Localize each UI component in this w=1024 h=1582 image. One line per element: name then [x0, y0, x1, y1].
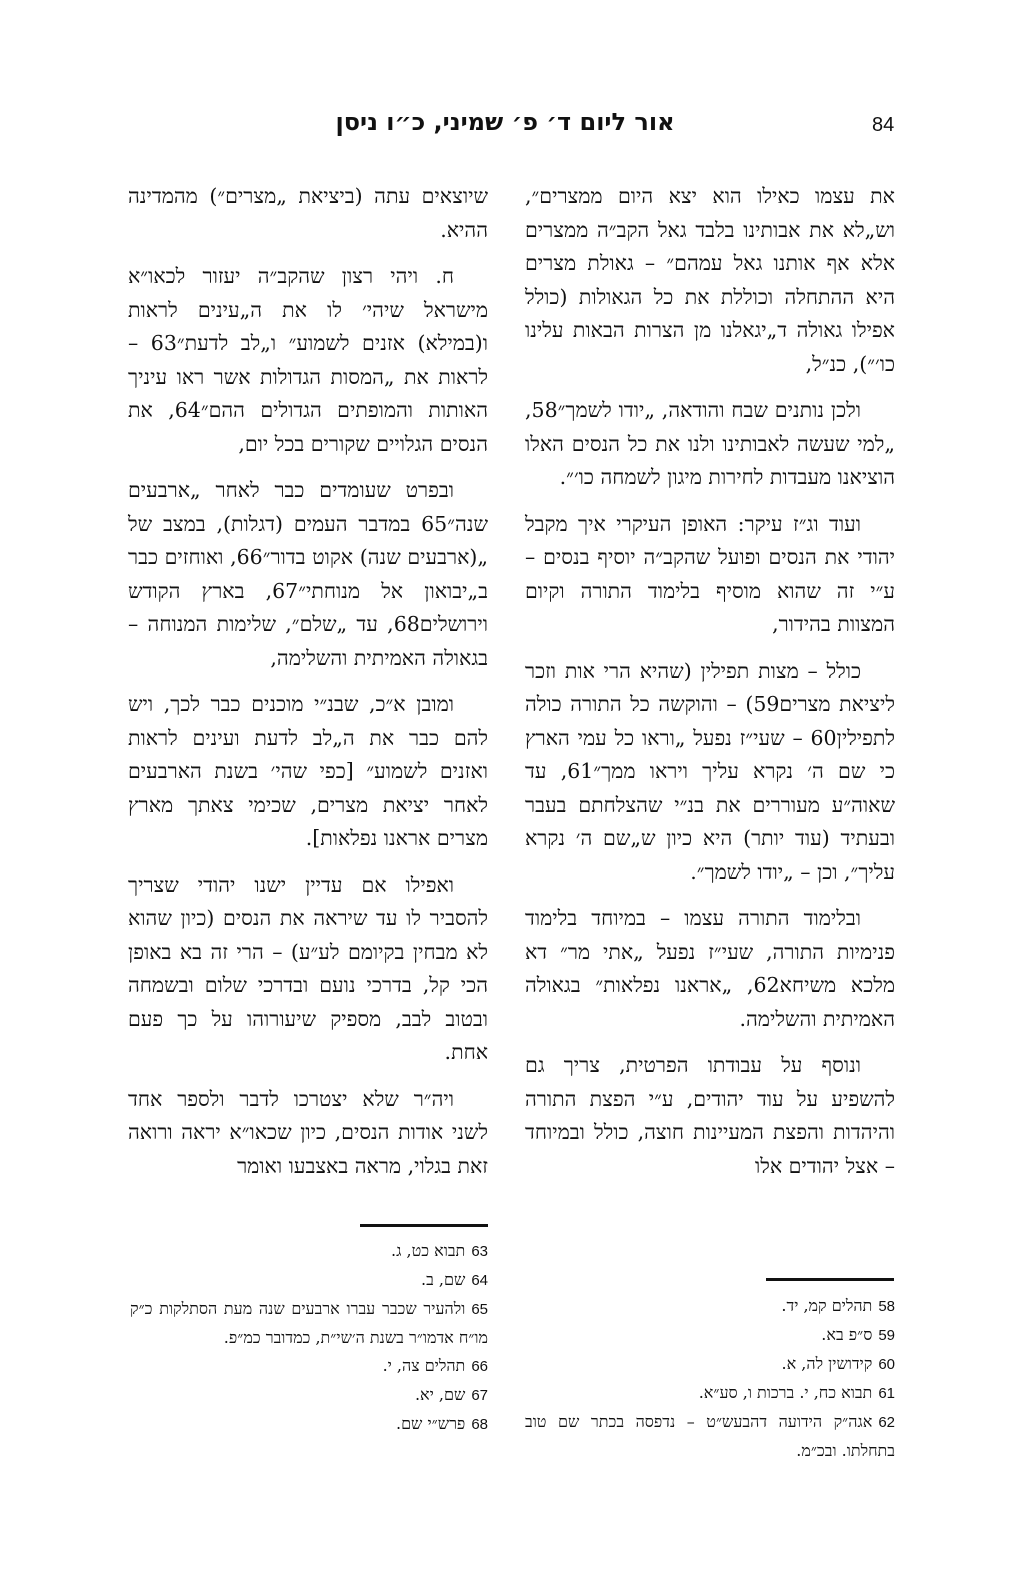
footnote-divider-right — [766, 1278, 894, 1281]
running-title: אור ליום ד׳ פ׳ שמיני, כ״ו ניסן — [335, 108, 675, 136]
footnote — [130, 1237, 488, 1266]
paragraph: ויה״ר שלא יצטרכו לדבר ולספר אחד לשני אודות הנסים, כיון שכאו״א יראה ורואה זאת בגלוי, מראה באצבעו ואומר — [128, 1086, 488, 1178]
text-column-left — [128, 180, 488, 1196]
footnote — [130, 1352, 488, 1381]
footnote-text: קידושין לה, א. — [781, 1354, 873, 1373]
footnote — [525, 1292, 895, 1321]
footnote-divider-left — [360, 1224, 488, 1227]
paragraph: את עצמו כאילו הוא יצא היום ממצרים״, וש„לא את אבותינו בלבד גאל הקב״ה ממצרים אלא אף אותנו גאל עמהם״ – גאולת מצרים היא ההתחלה וכוללת את כל הגאולות (כולל אפילו גאולה ד„יגאלנו מן הצרות הבאות עלינו כו׳״), כנ״ל, — [525, 184, 895, 376]
footnote-text: תבוא כח, י. ברכות ו, סע״א. — [698, 1383, 873, 1402]
footnote — [130, 1266, 488, 1295]
footnote — [525, 1408, 895, 1465]
footnote — [525, 1350, 895, 1379]
footnote-number: 68 — [471, 1416, 488, 1433]
footnote-number: 62 — [878, 1414, 895, 1431]
footnote-text: תבוא כט, ג. — [391, 1241, 466, 1260]
footnote-text: שם, ב. — [421, 1270, 466, 1289]
footnote — [130, 1295, 488, 1352]
paragraph: כולל – מצות תפילין (שהיא הרי אות וזכר ליציאת מצרים59) – והוקשה כל התורה כולה לתפילין60 – שעי״ז נפעל „וראו כל עמי הארץ כי שם ה׳ נקרא עליך ויראו ממך״61, עד שאוה״ע מעוררים את בנ״י שהצלחתם בעבר ובעתיד (עוד יותר) היא כיון ש„שם ה׳ נקרא עליך״, וכן – „יודו לשמך״. — [525, 658, 896, 884]
page-number: 84 — [872, 114, 895, 136]
footnote-text: שם, יא. — [414, 1385, 466, 1404]
footnote-number: 64 — [471, 1272, 488, 1289]
footnote — [130, 1410, 488, 1439]
paragraph: ולכן נותנים שבח והודאה, „יודו לשמך״58, „למי שעשה לאבותינו ולנו את כל הנסים האלו הוציאנו מעבדות לחירות מיגון לשמחה כו׳״. — [525, 398, 895, 489]
footnote-number: 58 — [878, 1298, 895, 1315]
footnote-text: ולהעיר שכבר עברו ארבעים שנה מעת הסתלקות כ״ק מו״ח אדמו״ר בשנת ה׳שי״ת, כמדובר כמ״פ. — [130, 1299, 488, 1347]
footnote-number: 65 — [471, 1301, 488, 1318]
footnotes-left — [130, 1237, 488, 1439]
footnote — [130, 1381, 488, 1410]
footnote-text: פרש״י שם. — [395, 1414, 466, 1433]
footnote-number: 59 — [878, 1327, 895, 1344]
footnote — [525, 1321, 895, 1350]
footnote-text: ס״פ בא. — [821, 1325, 873, 1344]
footnote-number: 67 — [471, 1387, 488, 1404]
paragraph: ח. ויהי רצון שהקב״ה יעזור לכאו״א מישראל שיהי׳ לו את ה„עינים לראות ו(במילא) אזנים לשמוע״ ו„לב לדעת״63 – לראות את „המסות הגדולות אשר ראו עיניך האותות והמופתים הגדולים ההם״64, את הנסים הגלויים שקורים בכל יום, — [128, 264, 488, 456]
footnote-text: תהלים צה, י. — [382, 1356, 466, 1375]
footnote-number: 63 — [471, 1243, 488, 1260]
footnote-number: 66 — [471, 1358, 488, 1375]
footnotes-right — [525, 1292, 895, 1465]
paragraph: ואפילו אם עדיין ישנו יהודי שצריך להסביר לו עד שיראה את הנסים (כיון שהוא לא מבחין בקיומם לע״ע) – הרי זה בא באופן הכי קל, בדרכי נועם ובדרכי שלום ובשמחה ובטוב לבב, מספיק שיעורוהו על כך פעם אחת. — [128, 872, 488, 1064]
paragraph: ובפרט שעומדים כבר לאחר „ארבעים שנה״65 במדבר העמים (דגלות), במצב של „(ארבעים שנה) אקוט בדור״66, ואוחזים כבר ב„יבואון אל מנוחתי״67, בארץ הקודש וירושלים68, עד „שלם״, שלימות המנוחה – בגאולה האמיתית והשלימה, — [128, 478, 489, 670]
footnote-number: 61 — [878, 1385, 895, 1402]
paragraph: שיוצאים עתה (ביציאת „מצרים״) מהמדינה ההיא. — [128, 184, 488, 242]
paragraph: ובלימוד התורה עצמו – במיוחד בלימוד פנימיות התורה, שעי״ז נפעל „אתי מר״ דא מלכא משיחא62, „אראנו נפלאות״ בגאולה האמיתית והשלימה. — [525, 906, 895, 1031]
text-column-right — [525, 180, 895, 1196]
footnote-number: 60 — [878, 1356, 895, 1373]
paragraph: ומובן א״כ, שבנ״י מוכנים כבר לכך, ויש להם כבר את ה„לב לדעת ועינים לראות ואזנים לשמוע״ [כפי שהי׳ בשנת הארבעים לאחר יציאת מצרים, שכימי צאתך מארץ מצרים אראנו נפלאות]. — [128, 692, 488, 850]
paragraph: ונוסף על עבודתו הפרטית, צריך גם להשפיע על עוד יהודים, ע״י הפצת התורה והיהדות והפצת המעיינות חוצה, כולל ובמיוחד – אצל יהודים אלו — [525, 1053, 895, 1178]
paragraph: ועוד וג״ז עיקר: האופן העיקרי איך מקבל יהודי את הנסים ופועל שהקב״ה יוסיף בנסים – ע״י זה שהוא מוסיף בלימוד התורה וקיום המצוות בהידור, — [525, 511, 895, 636]
footnote-text: אגה״ק הידועה דהבעש״ט – נדפסה בכתר שם טוב בתחלתו. ובכ״מ. — [525, 1412, 895, 1460]
footnote — [525, 1379, 895, 1408]
footnote-text: תהלים קמ, יד. — [781, 1296, 873, 1315]
